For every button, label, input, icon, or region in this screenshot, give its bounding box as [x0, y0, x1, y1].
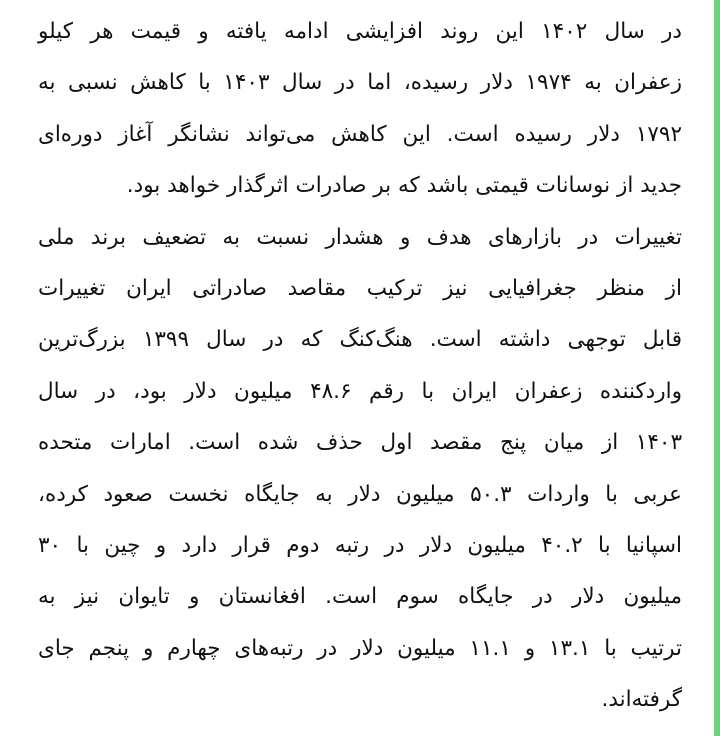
article-body [38, 6, 682, 726]
paragraph-line: ۱۴۰۳ از میان پنج مقصد اول حذف شده است. امارات متحده [38, 430, 682, 456]
paragraph-line: ترتیب با ۱۳.۱ و ۱۱.۱ میلیون دلار در رتبه‌های چهارم و پنجم جای [38, 635, 682, 661]
paragraph-line: تغییرات در بازارهای هدف و هشدار نسبت به تضعیف برند ملی [38, 224, 682, 250]
paragraph-line: اسپانیا با ۴۰.۲ میلیون دلار در رتبه دوم قرار دارد و چین با ۳۰ [38, 533, 682, 559]
paragraph-line: میلیون دلار در جایگاه سوم است. افغانستان و تایوان نیز به [38, 584, 682, 610]
paragraph-line: واردکننده زعفران ایران با رقم ۴۸.۶ میلیون دلار بود، در سال [38, 378, 682, 404]
paragraph-line: گرفته‌اند. [601, 687, 682, 713]
paragraph-line: در سال ۱۴۰۲ این روند افزایشی ادامه یافته و قیمت هر کیلو [38, 19, 682, 44]
paragraph-line: زعفران به ۱۹۷۴ دلار رسیده، اما در سال ۱۴۰۳ با کاهش نسبی به [38, 70, 682, 96]
paragraph-line: ۱۷۹۲ دلار رسیده است. این کاهش می‌تواند نشانگر آغاز دوره‌ای [38, 121, 682, 147]
accent-bar [714, 0, 720, 736]
paragraph-line: از منظر جغرافیایی نیز ترکیب مقاصد صادراتی ایران تغییرات [38, 276, 682, 302]
paragraph-line: جدید از نوسانات قیمتی باشد که بر صادرات اثرگذار خواهد بود. [126, 173, 682, 199]
paragraph-line: عربی با واردات ۵۰.۳ میلیون دلار به جایگاه نخست صعود کرده، [38, 481, 682, 507]
paragraph-line: قابل توجهی داشته است. هنگ‌کنگ که در سال ۱۳۹۹ بزرگ‌ترین [38, 327, 682, 353]
